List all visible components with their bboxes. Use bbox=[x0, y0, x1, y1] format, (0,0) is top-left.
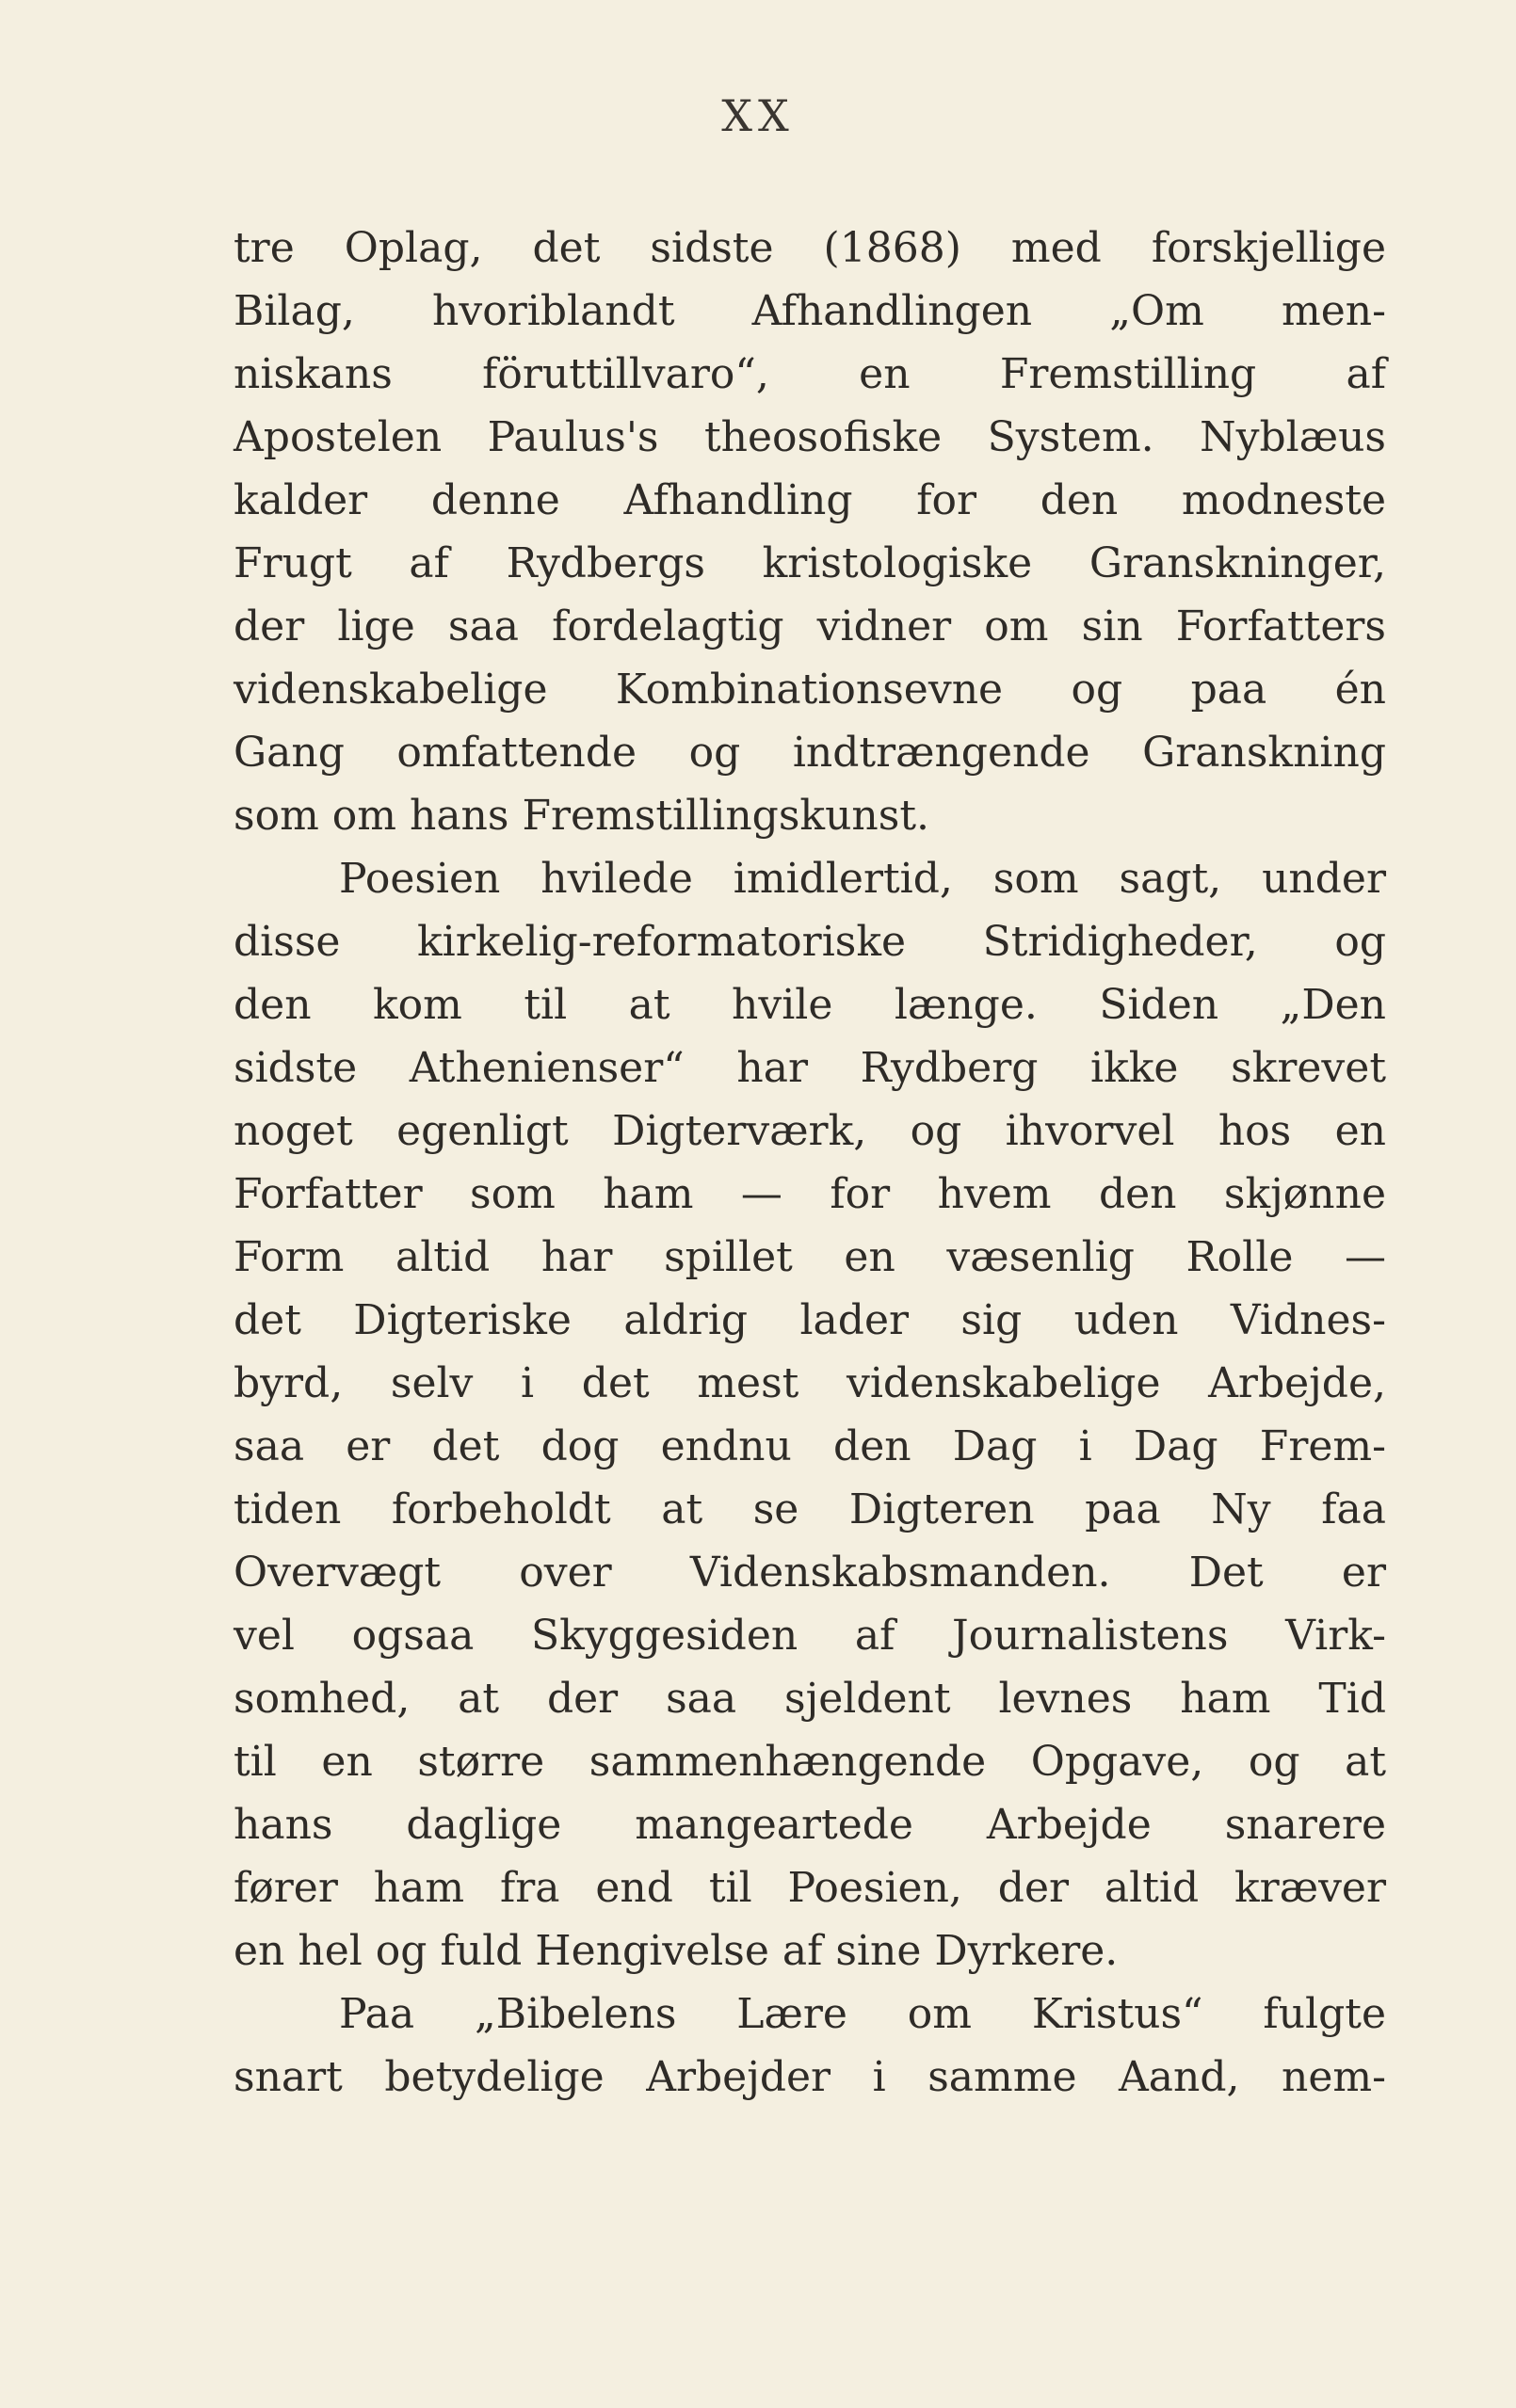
text-line: Overvægt over Videnskabsmanden. Det er bbox=[234, 1549, 1386, 1597]
text-line: sidste Athenienser“ har Rydberg ikke skrevet bbox=[234, 1044, 1386, 1092]
text-line: vel ogsaa Skyggesiden af Journalistens Virk- bbox=[234, 1612, 1386, 1660]
text-line: Bilag, hvoriblandt Afhandlingen „Om men- bbox=[234, 287, 1386, 335]
text-line: den kom til at hvile længe. Siden „Den bbox=[234, 981, 1386, 1029]
text-line: Poesien hvilede imidlertid, som sagt, under bbox=[339, 855, 1386, 903]
text-line: tre Oplag, det sidste (1868) med forskjellige bbox=[234, 224, 1386, 272]
body-text bbox=[234, 217, 1386, 2109]
text-line: somhed, at der saa sjeldent levnes ham Tid bbox=[234, 1675, 1386, 1723]
text-line: Frugt af Rydbergs kristologiske Granskninger, bbox=[234, 539, 1386, 587]
text-line: der lige saa fordelagtig vidner om sin Forfatters bbox=[234, 602, 1386, 650]
text-line: som om hans Fremstillingskunst. bbox=[234, 792, 929, 840]
text-line: Form altid har spillet en væsenlig Rolle — bbox=[234, 1233, 1386, 1281]
text-line: en hel og fuld Hengivelse af sine Dyrkere. bbox=[234, 1927, 1119, 1975]
text-line: hans daglige mangeartede Arbejde snarere bbox=[234, 1801, 1386, 1849]
text-line: byrd, selv i det mest videnskabelige Arbejde, bbox=[234, 1359, 1386, 1407]
text-line: det Digteriske aldrig lader sig uden Vidnes- bbox=[234, 1296, 1386, 1344]
text-line: tiden forbeholdt at se Digteren paa Ny faa bbox=[234, 1485, 1386, 1533]
text-line: Paa „Bibelens Lære om Kristus“ fulgte bbox=[339, 1990, 1386, 2038]
text-line: niskans föruttillvaro“, en Fremstilling af bbox=[234, 350, 1386, 398]
text-line: Gang omfattende og indtrængende Granskning bbox=[234, 729, 1386, 777]
text-line: kalder denne Afhandling for den modneste bbox=[234, 476, 1386, 524]
text-line: til en større sammenhængende Opgave, og at bbox=[234, 1738, 1386, 1786]
page-number: XX bbox=[721, 90, 795, 141]
text-line: saa er det dog endnu den Dag i Dag Frem- bbox=[234, 1422, 1386, 1470]
text-line: videnskabelige Kombinationsevne og paa én bbox=[234, 666, 1386, 714]
text-line: snart betydelige Arbejder i samme Aand, nem- bbox=[234, 2053, 1386, 2101]
text-line: disse kirkelig-reformatoriske Stridigheder, og bbox=[234, 918, 1386, 966]
text-line: Apostelen Paulus's theosofiske System. Nyblæus bbox=[234, 413, 1386, 461]
text-line: noget egenligt Digterværk, og ihvorvel hos en bbox=[234, 1107, 1386, 1155]
text-line: fører ham fra end til Poesien, der altid kræver bbox=[234, 1864, 1386, 1912]
text-line: Forfatter som ham — for hvem den skjønne bbox=[234, 1170, 1386, 1218]
